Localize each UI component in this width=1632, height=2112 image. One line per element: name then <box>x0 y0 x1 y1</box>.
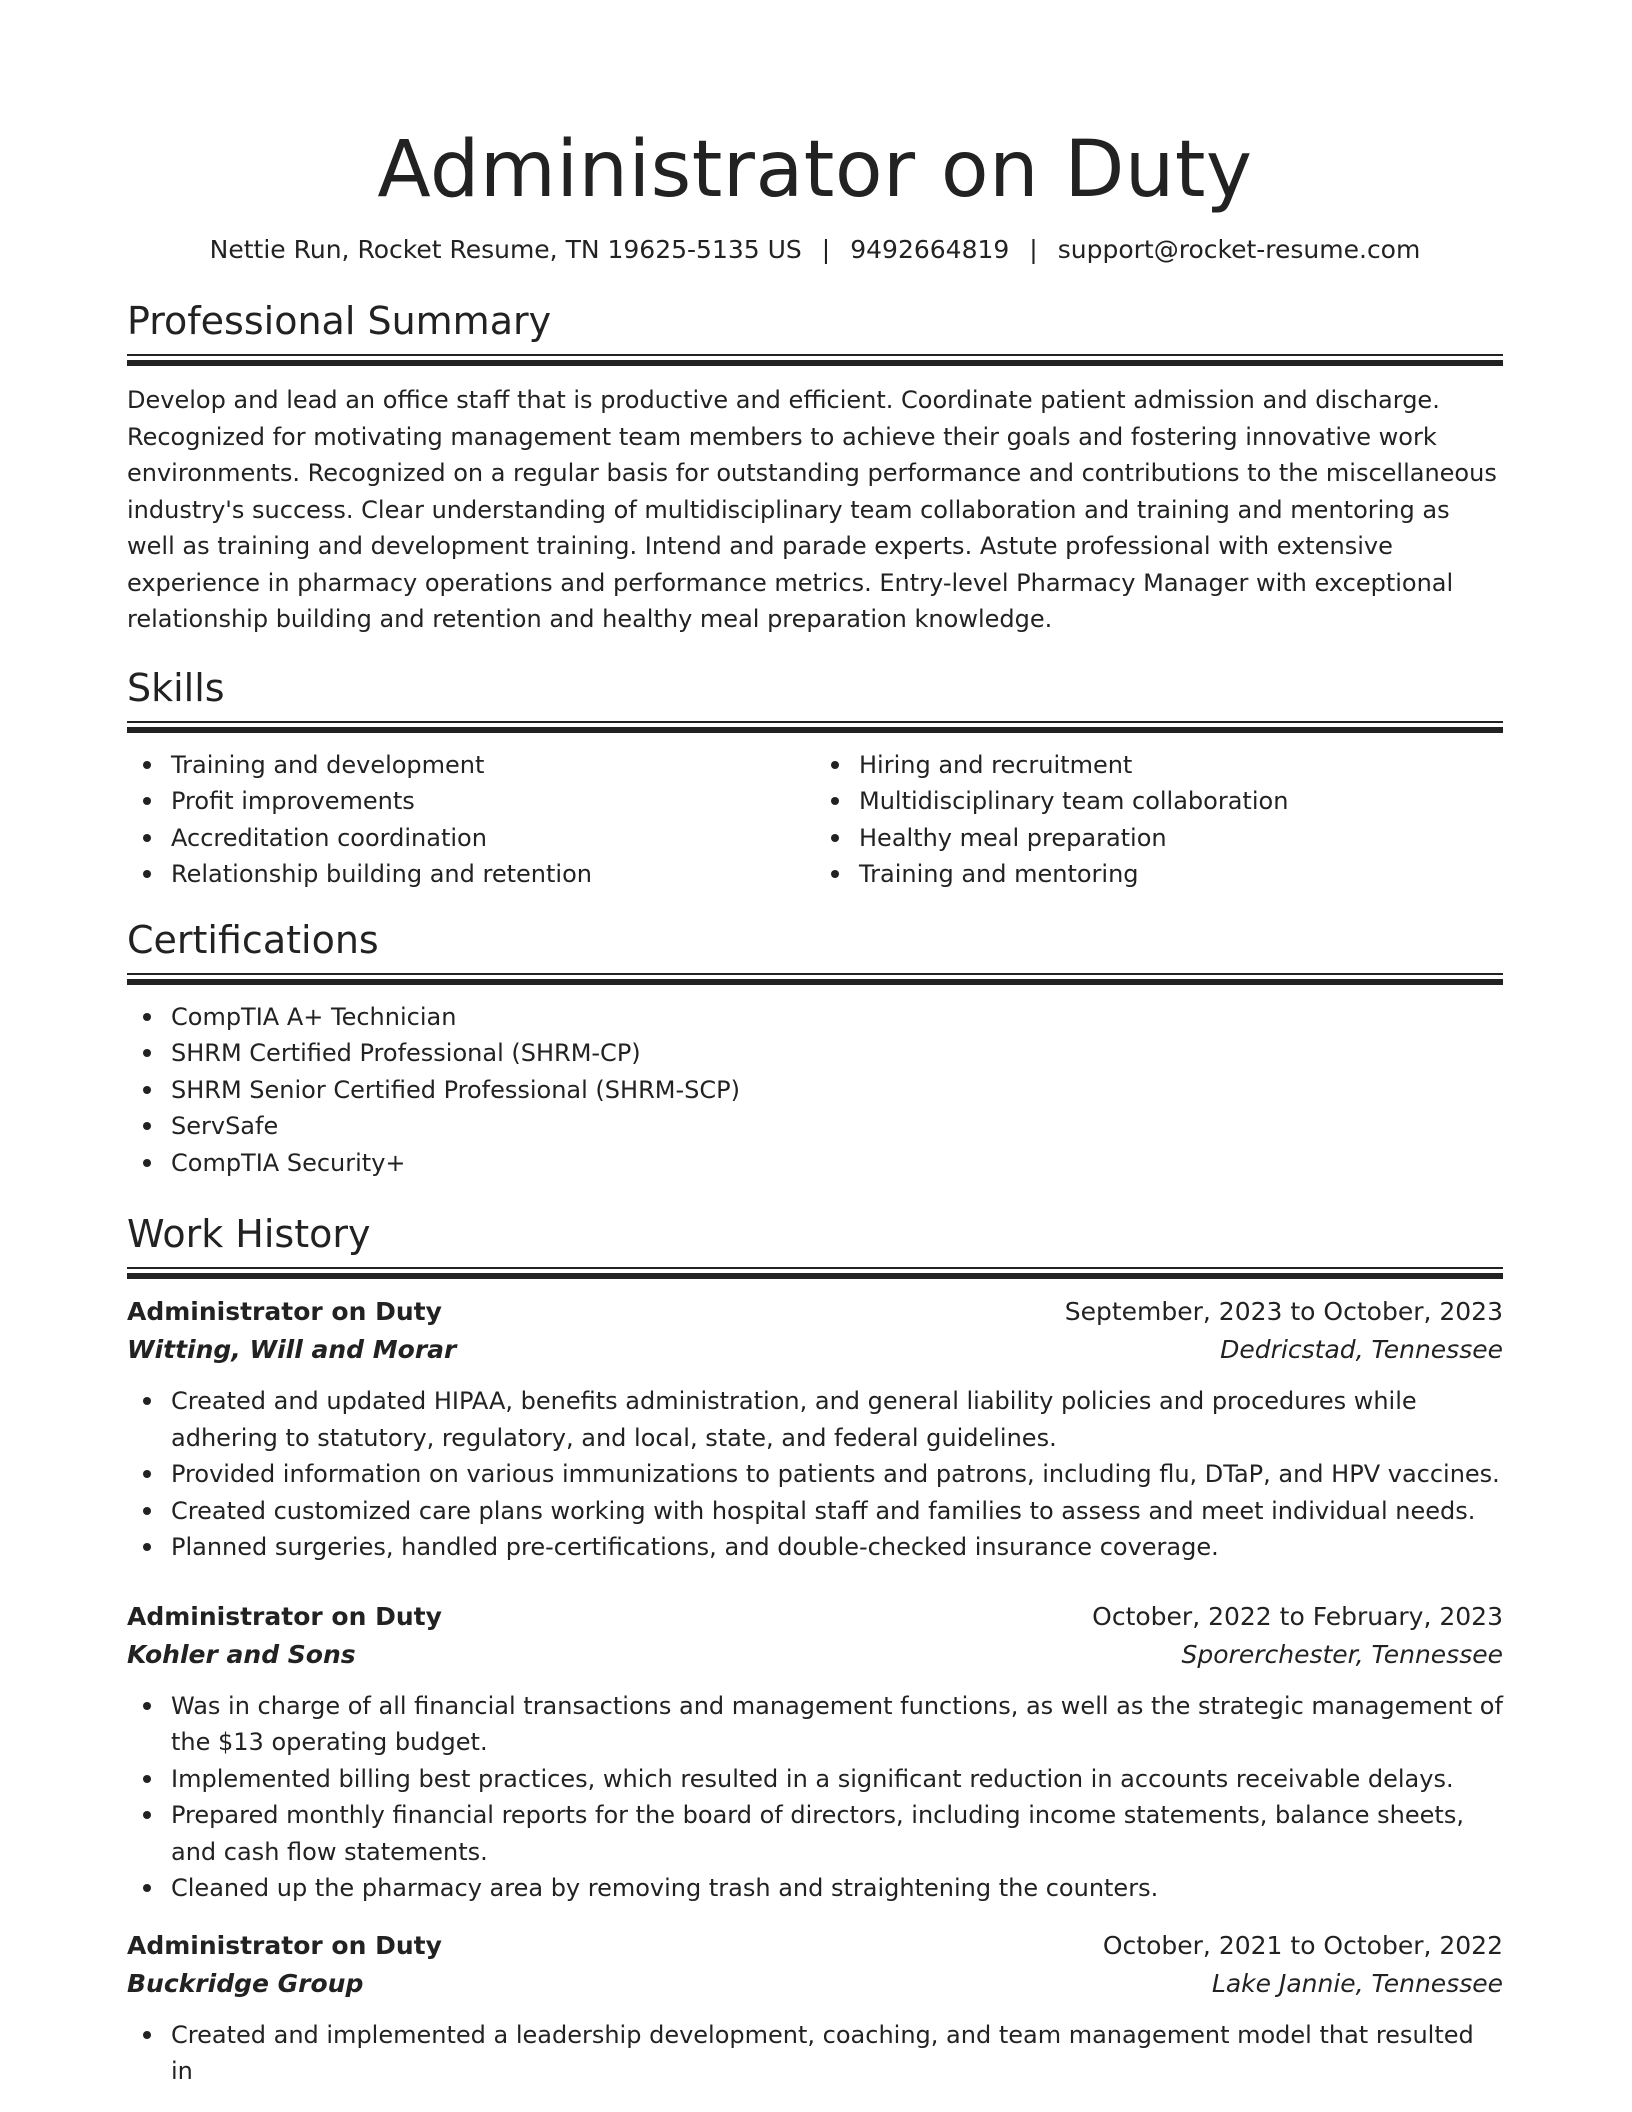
section-rule <box>127 354 1503 366</box>
skills-columns <box>127 747 1503 893</box>
summary-section <box>127 298 1503 638</box>
certification-item: CompTIA A+ Technician <box>127 999 1503 1036</box>
skills-left-list <box>127 747 815 893</box>
job-entry <box>127 1598 1503 1907</box>
skill-item: Relationship building and retention <box>127 856 815 893</box>
skill-item: Accreditation coordination <box>127 820 815 857</box>
job-bullets <box>127 2017 1503 2090</box>
job-subheader <box>127 1331 1503 1369</box>
certification-item: ServSafe <box>127 1108 1503 1145</box>
job-company: Witting, Will and Morar <box>127 1335 457 1364</box>
job-subheader <box>127 1636 1503 1674</box>
job-bullet: Planned surgeries, handled pre-certifications, and double-checked insurance coverage. <box>127 1529 1503 1566</box>
job-bullet: Cleaned up the pharmacy area by removing trash and straightening the counters. <box>127 1870 1503 1907</box>
skill-item: Hiring and recruitment <box>815 747 1503 784</box>
job-entry <box>127 1927 1503 2090</box>
job-company: Kohler and Sons <box>127 1639 356 1669</box>
resume-title: Administrator on Duty <box>377 125 1253 215</box>
job-title: Administrator on Duty <box>127 1297 442 1326</box>
job-bullet: Created and updated HIPAA, benefits administration, and general liability policies and procedures while adhering to statutory, regulatory, and local, state, and federal guidelines. <box>127 1383 1503 1456</box>
job-bullets <box>127 1383 1503 1566</box>
contact-phone: 9492664819 <box>850 235 1010 264</box>
job-bullet: Created customized care plans working with hospital staff and families to assess and meet individual needs. <box>127 1493 1503 1530</box>
skill-item: Healthy meal preparation <box>815 820 1503 857</box>
skills-right-list <box>815 747 1503 893</box>
certifications-list <box>127 999 1503 1182</box>
job-dates: October, 2021 to October, 2022 <box>1102 1930 1503 1960</box>
job-dates: October, 2022 to February, 2023 <box>1092 1601 1503 1631</box>
work-history-section <box>127 1211 1503 2090</box>
job-location: Sporerchester, Tennessee <box>1181 1639 1503 1669</box>
skill-item: Multidisciplinary team collaboration <box>815 783 1503 820</box>
job-entry <box>127 1293 1503 1566</box>
job-dates: September, 2023 to October, 2023 <box>1064 1297 1503 1326</box>
contact-email: support@rocket-resume.com <box>1057 235 1421 264</box>
contact-address: Nettie Run, Rocket Resume, TN 19625-5135 US <box>209 235 802 264</box>
contact-line <box>127 232 1503 268</box>
job-title: Administrator on Duty <box>127 1601 442 1631</box>
job-bullet: Implemented billing best practices, which resulted in a significant reduction in accounts receivable delays. <box>127 1761 1503 1798</box>
job-subheader <box>127 1965 1503 2003</box>
section-heading: Skills <box>127 665 225 710</box>
certification-item: SHRM Senior Certified Professional (SHRM-SCP) <box>127 1072 1503 1109</box>
job-header <box>127 1927 1503 1965</box>
job-header <box>127 1293 1503 1331</box>
section-rule <box>127 1267 1503 1279</box>
section-heading: Work History <box>127 1212 371 1256</box>
job-bullet: Was in charge of all financial transactions and management functions, as well as the strategic management of the $13 operating budget. <box>127 1688 1503 1761</box>
job-bullet: Prepared monthly financial reports for the board of directors, including income statements, balance sheets, and cash flow statements. <box>127 1797 1503 1870</box>
summary-text: Develop and lead an office staff that is productive and efficient. Coordinate patient admission and discharge. Recognized for motivating management team members to achieve their goals and fostering innovative work environments. Recognized on a regular basis for outstanding performance and contributions to the miscellaneous industry's success. Clear understanding of multidisciplinary team collaboration and training and mentoring as well as training and development training. Intend and parade experts. Astute professional with extensive experience in pharmacy operations and performance metrics. Entry-level Pharmacy Manager with exceptional relationship building and retention and healthy meal preparation knowledge. <box>127 386 1497 633</box>
certification-item: SHRM Certified Professional (SHRM-CP) <box>127 1035 1503 1072</box>
job-bullet: Provided information on various immunizations to patients and patrons, including flu, DTaP, and HPV vaccines. <box>127 1456 1503 1493</box>
section-rule <box>127 973 1503 985</box>
section-rule <box>127 721 1503 733</box>
skill-item: Profit improvements <box>127 783 815 820</box>
job-bullets <box>127 1688 1503 1907</box>
job-company: Buckridge Group <box>127 1968 364 1998</box>
skills-section <box>127 665 1503 893</box>
resume-page <box>127 0 1503 2090</box>
skill-item: Training and mentoring <box>815 856 1503 893</box>
job-location: Dedricstad, Tennessee <box>1220 1335 1503 1364</box>
job-location: Lake Jannie, Tennessee <box>1211 1968 1503 1998</box>
contact-separator: | <box>1029 235 1038 264</box>
job-bullet: Created and implemented a leadership development, coaching, and team management model that resulted in <box>127 2017 1503 2090</box>
certification-item: CompTIA Security+ <box>127 1145 1503 1182</box>
job-title: Administrator on Duty <box>127 1930 442 1960</box>
contact-separator: | <box>821 235 831 264</box>
section-heading: Certifications <box>127 917 379 962</box>
skill-item: Training and development <box>127 747 815 784</box>
certifications-section <box>127 917 1503 1182</box>
job-header <box>127 1598 1503 1636</box>
section-heading: Professional Summary <box>127 299 552 343</box>
